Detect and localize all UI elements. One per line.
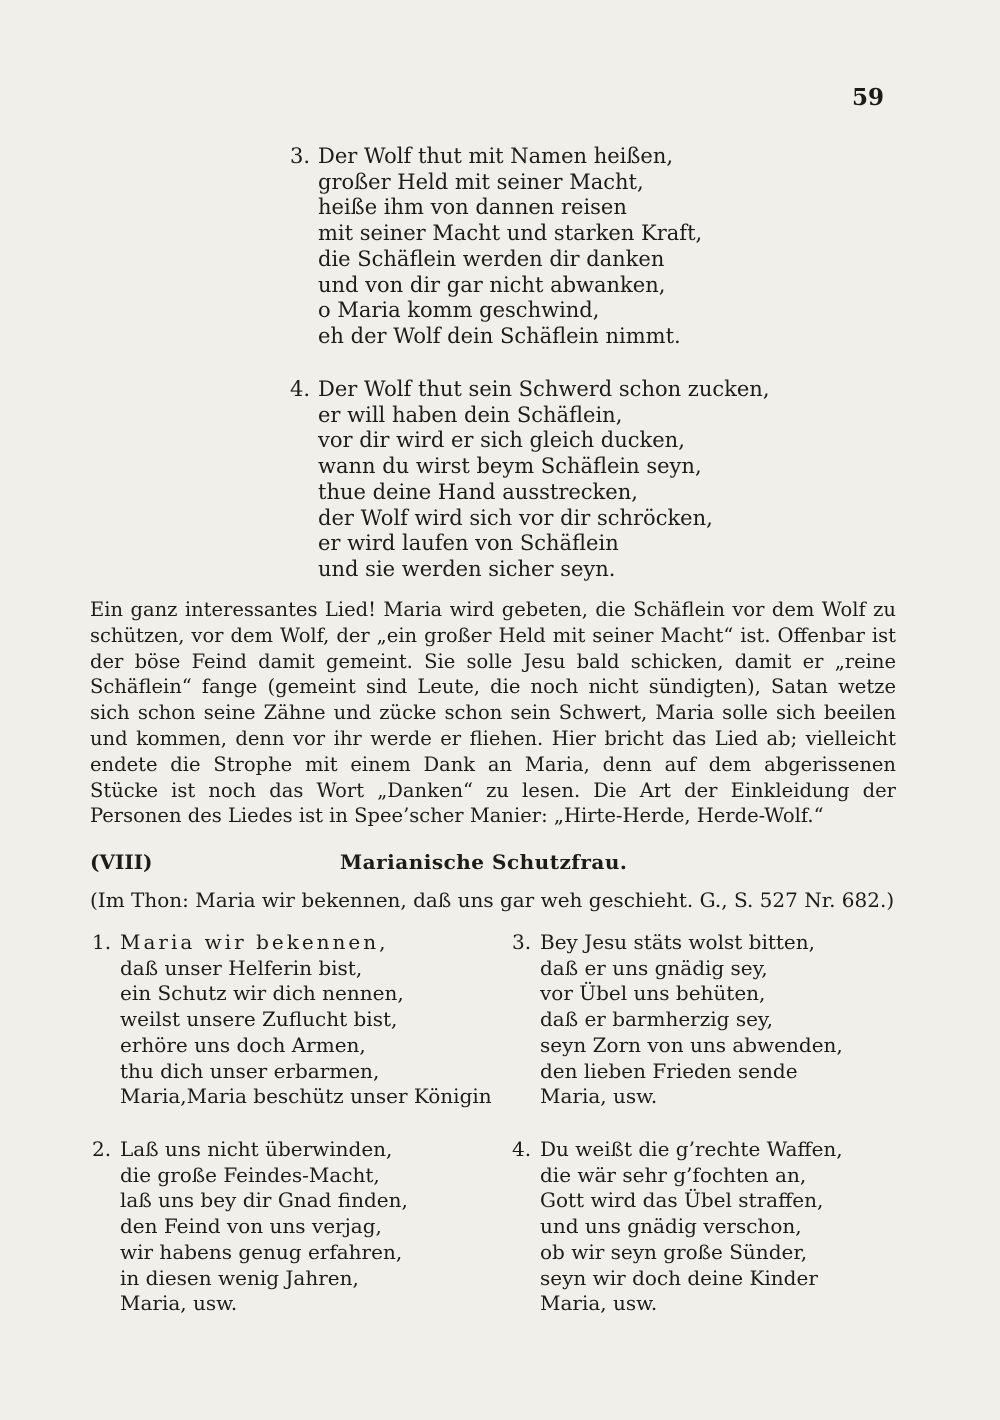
stanza-line: 3. Der Wolf thut mit Namen heißen, [290,144,674,168]
tune-reference: (Im Thon: Maria wir bekennen, daß uns gar weh geschieht. G., S. 527 Nr. 682.) [90,888,895,912]
verse-line: 1. Maria wir bekennen, [92,930,389,954]
verse-line: ein Schutz wir dich nennen, [120,981,404,1006]
section-title: Marianische Schutzfrau. [340,850,628,874]
commentary-paragraph: Ein ganz interessantes Lied! Maria wird gebeten, die Schäflein vor dem Wolf zu schützen, vor dem Wolf, der „ein großer Held mit seiner Macht“ ist. Offenbar ist der böse Feind damit gemeint. Sie solle Jesu bald schicken, damit er „reine Schäflein“ fange (gemeint sind Leute, die noch nicht sündigten), Satan wetze sich schon seine Zähne und zücke schon sein Schwert, Maria solle sich beeilen und kommen, denn vor ihr werde er fliehen. Hier bricht das Lied ab; vielleicht endete die Strophe mit einem Dank an Maria, denn auf dem abgerissenen Stücke ist noch das Wort „Danken“ zu lesen. Die Art der Einkleidung der Personen des Liedes ist in Spee’scher Manier: „Hirte-Herde, Herde-Wolf.“ [90,598,896,828]
verse-line: seyn Zorn von uns abwenden, [540,1032,843,1057]
stanza-number: 4. [290,377,311,401]
stanza-line: die Schäflein werden dir danken [318,246,665,271]
page-number: 59 [852,84,885,111]
verse-line: Gott wird das Übel straffen, [540,1188,824,1213]
verse-line: weilst unsere Zuflucht bist, [120,1007,398,1032]
stanza-line: thue deine Hand ausstrecken, [318,479,638,504]
stanza-line: wann du wirst beym Schäflein seyn, [318,454,702,479]
stanza-line: großer Held mit seiner Macht, [318,169,644,194]
verse-line: in diesen wenig Jahren, [120,1265,359,1290]
verse-line: den Feind von uns verjag, [120,1214,382,1239]
verse-line: seyn wir doch deine Kinder [540,1265,818,1290]
verse-line: 4. Du weißt die g’rechte Waffen, [512,1137,843,1161]
verse-2 [92,1137,408,1317]
verse-line: wir habens genug erfahren, [120,1239,403,1264]
verse-number: 1. [92,930,112,954]
verse-line: laß uns bey dir Gnad finden, [120,1188,408,1213]
stanza-line: und sie werden sicher seyn. [318,556,616,581]
stanza-line: der Wolf wird sich vor dir schröcken, [318,505,713,530]
verse-1 [92,930,492,1110]
stanza-line: er will haben dein Schäflein, [318,402,623,427]
section-heading [90,850,896,880]
verse-3 [512,930,843,1110]
verse-line: die große Feindes-Macht, [120,1162,380,1187]
stanza-line: heiße ihm von dannen reisen [318,195,627,220]
verse-line: daß unser Helferin bist, [120,955,363,980]
verse-line: erhöre uns doch Armen, [120,1032,366,1057]
verse-line: vor Übel uns behüten, [540,981,766,1006]
verse-number: 3. [512,930,532,954]
stanza-number: 3. [290,144,311,168]
stanza-4 [290,377,770,583]
verse-line: daß er uns gnädig sey, [540,955,768,980]
verse-line: Maria,Maria beschütz unser Königin [120,1084,492,1109]
verse-line: die wär sehr g’fochten an, [540,1162,807,1187]
verse-number: 4. [512,1137,532,1161]
verse-number: 2. [92,1137,112,1161]
verse-line: 3. Bey Jesu stäts wolst bitten, [512,930,815,954]
stanza-line: und von dir gar nicht abwanken, [318,272,666,297]
verse-line: Maria, usw. [120,1291,238,1316]
stanza-3 [290,144,702,350]
section-number: (VIII) [90,850,153,874]
stanza-line: eh der Wolf dein Schäflein nimmt. [318,323,681,348]
stanza-line: vor dir wird er sich gleich ducken, [318,428,685,453]
verse-line: den lieben Frieden sende [540,1058,798,1083]
stanza-line: 4. Der Wolf thut sein Schwerd schon zucken, [290,377,770,401]
verse-line: ob wir seyn große Sünder, [540,1239,808,1264]
stanza-line: o Maria komm geschwind, [318,298,600,323]
stanza-line: mit seiner Macht und starken Kraft, [318,221,703,246]
verse-line: 2. Laß uns nicht überwinden, [92,1137,393,1161]
verse-4 [512,1137,843,1317]
verse-line: und uns gnädig verschon, [540,1214,802,1239]
verse-line: daß er barmherzig sey, [540,1007,773,1032]
verse-line: Maria, usw. [540,1291,658,1316]
verse-line: thu dich unser erbarmen, [120,1058,380,1083]
verse-line: Maria, usw. [540,1084,658,1109]
stanza-line: er wird laufen von Schäflein [318,531,619,556]
